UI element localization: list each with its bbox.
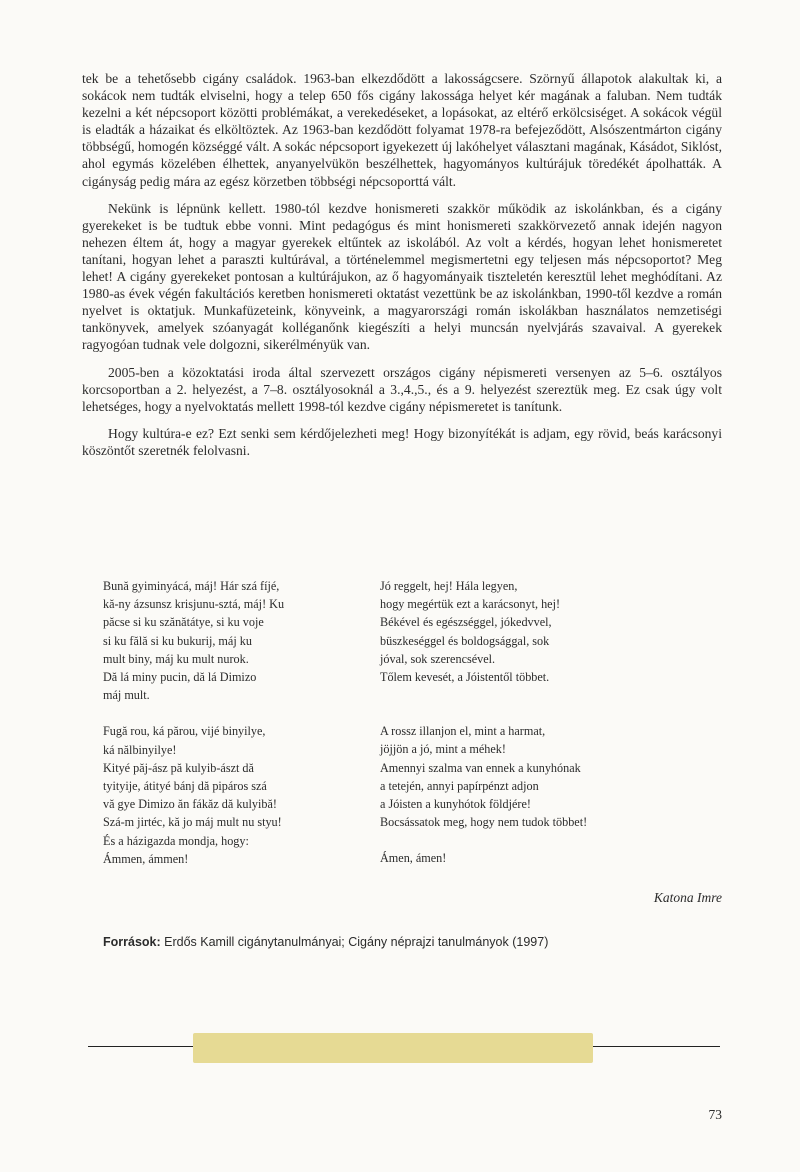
poem-hungarian-line: Ámen, ámen!: [380, 851, 447, 866]
poem-beas-line: máj mult.: [103, 688, 150, 703]
paragraph-4: Hogy kultúra-e ez? Ezt senki sem kérdőjelezheti meg! Hogy bizonyítékát is adjam, egy rövid, beás karácsonyi köszöntőt szeretnék felolvasni.: [82, 425, 722, 458]
poem-beas-line: tyityije, átityé bánj dă pipáros szá: [103, 779, 267, 794]
stanza-gap: [380, 831, 680, 849]
poem-beas-line: mult biny, máj ku mult nurok.: [103, 651, 249, 666]
poem-hungarian-line: A rossz illanjon el, mint a harmat,: [380, 724, 546, 739]
paragraph-2: Nekünk is lépnünk kellett. 1980-tól kezdve honismereti szakkör működik az iskolánkban, és a cigány gyerekeket is be tudtuk ebbe vonni. Mint pedagógus és mint honismereti szakkörvezető annak idején nagyon nehezen éltem át, hogy a magyar gyerekek eltűntek az iskolából. Az volt a kérdés, hogyan lehet honismeretet tanítani, hogyan lehet a paraszti kultúrával, a történelemmel megismertetni egy teljesen más népcsoportot? Meg lehet! A cigány gyerekeket pontosan a kultúrájukon, az ő hagyományaik tiszteletén keresztül lehet meghódítani. Az 1980-as évek végén fakultációs keretben honismereti oktatást vezettünk be az iskolánkban, 1990-től kezdve a román nyelvet is oktatjuk. Munkafüzeteink, könyveink, a magyarországi román iskolákban használatos nemzetiségi tankönyvek, amelyek szóanyagát kolléganőnk kiegészíti a helyi muncsán nyelvjárás szavaival. A gyerekek ragyogóan tudnak vele dolgozni, sikerélményük van.: [82, 200, 722, 353]
author-signature: Katona Imre: [653, 890, 722, 905]
sources-label: Források:: [103, 935, 161, 949]
poem-hungarian-line: Tőlem kevesét, a Jóistentől többet.: [380, 670, 550, 685]
poem-beas-line: Szá-m jirtéc, kă jo máj mult nu styu!: [103, 815, 282, 830]
page-number: 73: [708, 1107, 722, 1122]
footer-ornament-band: [193, 1033, 593, 1063]
poem-beas-line: Dă lá miny pucin, dă lá Dimizo: [103, 670, 257, 685]
stanza-gap: [103, 704, 353, 722]
poem-beas-line: păcse si ku szănătátye, si ku voje: [103, 615, 264, 630]
poem-hungarian-line: a tetején, annyi papírpénzt adjon: [380, 778, 539, 793]
poem-hungarian-line: Amennyi szalma van ennek a kunyhónak: [380, 760, 581, 775]
poem-beas-column: [103, 577, 353, 868]
poem-hungarian-column: [380, 577, 680, 868]
sources-text: Erdős Kamill cigánytanulmányai; Cigány néprajzi tanulmányok (1997): [160, 935, 549, 949]
poem-hungarian-line: Jó reggelt, hej! Hála legyen,: [380, 579, 518, 593]
stanza-gap: [380, 704, 680, 722]
poem-beas-line: És a házigazda mondja, hogy:: [103, 833, 249, 848]
poem-hungarian-line: hogy megértük ezt a karácsonyt, hej!: [380, 597, 561, 612]
poem-beas-line: kă-ny ázsunsz krisjunu-sztá, máj! Ku: [103, 597, 285, 612]
paragraph-1: tek be a tehetősebb cigány családok. 1963-ban elkezdődött a lakosságcsere. Szörnyű állapotok alakultak ki, a sokácok nem tudták elviselni, hogy a telep 650 fős cigány lakossága helyet kér magának a faluban. Nem tudták kezelni a két népcsoport közötti problémákat, a verekedéseket, a lopásokat, az eltérő erkölcsiséget. A sokácok végül is eladták a házaikat és elköltöztek. Az 1963-ban kezdődött folyamat 1978-ra befejeződött, Alsószentmárton cigány többségű, homogén községgé vált. A sokác népcsoport igyekezett új lakóhelyet választani magának, Kásádot, Siklóst, ahol egymás közelében élhettek, anyanyelvükön beszélhettek, hagyományos kultúrájuk töredékét ápolhatták. A cigányság pedig mára az egész körzetben többségi népcsoporttá vált.: [82, 71, 722, 189]
poem-beas-line: Kityé păj-ász pă kulyib-ászt dă: [103, 760, 254, 775]
poem-hungarian-line: jöjjön a jó, mint a méhek!: [380, 742, 506, 757]
poem-hungarian-line: Bocsássatok meg, hogy nem tudok többet!: [380, 815, 588, 830]
stanza-gap: [380, 686, 680, 704]
article-body: [82, 70, 722, 469]
poem-hungarian-line: a Jóisten a kunyhótok földjére!: [380, 797, 531, 812]
poem-beas-line: vă gye Dimizo ăn fákăz dă kulyibă!: [103, 797, 277, 812]
poem-beas-line: Fugă rou, ká părou, vijé binyilye,: [103, 724, 266, 739]
poem-beas-line: Ámmen, ámmen!: [103, 851, 189, 866]
poem-hungarian-line: Békével és egészséggel, jókedvvel,: [380, 615, 552, 630]
poem-hungarian-line: jóval, sok szerencsével.: [380, 651, 496, 666]
poem-beas-line: si ku fălă si ku bukurij, máj ku: [103, 633, 252, 648]
sources-line: [103, 935, 723, 949]
poem-hungarian-line: büszkeséggel és boldogsággal, sok: [380, 633, 550, 648]
paragraph-3: 2005-ben a közoktatási iroda által szervezett országos cigány népismereti versenyen az 5–6. osztályos korcsoportban a 2. helyezést, a 7–8. osztályosoknál a 3.,4.,5., és a 9. helyezést szereztük meg. Ez csak úgy volt lehetséges, hogy a nyelvoktatás mellett 1998-tól kezdve cigány népismeretet is tanítunk.: [82, 364, 722, 414]
poem-beas-line: ká nălbinyilye!: [103, 742, 177, 757]
poem-beas-line: Bună gyiminyácá, máj! Hár szá fíjé,: [103, 579, 280, 593]
